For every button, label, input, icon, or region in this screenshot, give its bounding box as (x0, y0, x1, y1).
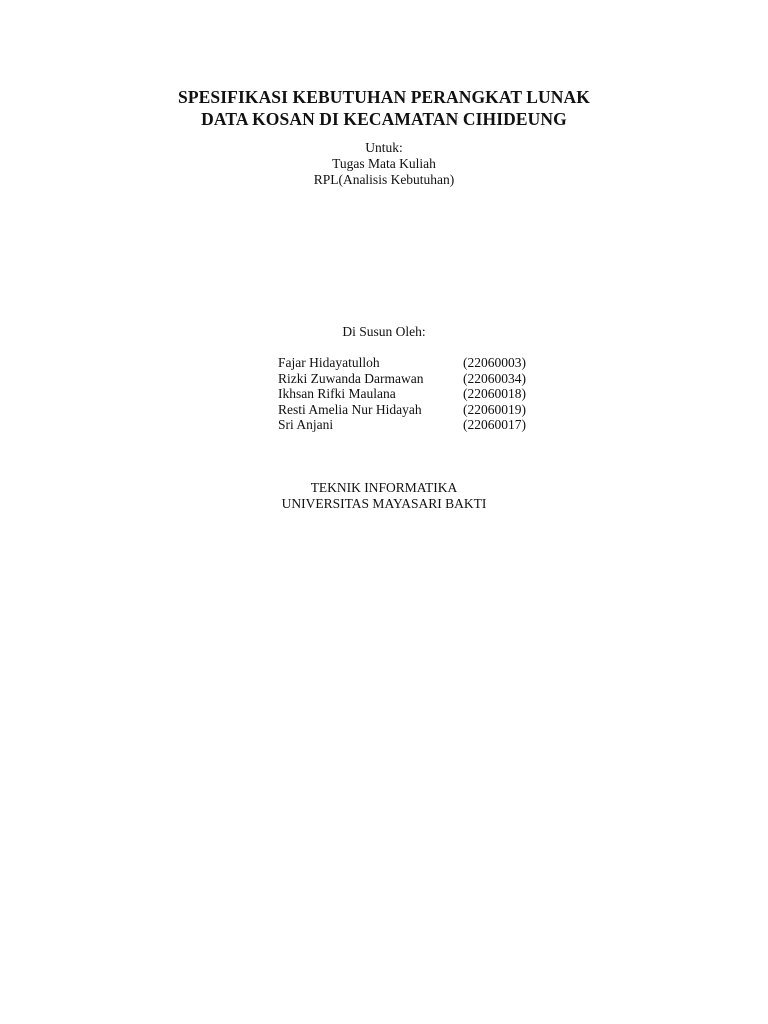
title-line-1: SPESIFIKASI KEBUTUHAN PERANGKAT LUNAK (178, 87, 590, 107)
author-nim: (22060018) (463, 386, 526, 401)
author-row (278, 417, 558, 433)
author-row (278, 371, 558, 387)
institution-block (0, 480, 768, 512)
title-line-2: DATA KOSAN DI KECAMATAN CIHIDEUNG (201, 109, 567, 129)
author-name: Rizki Zuwanda Darmawan (278, 370, 424, 386)
author-nim: (22060019) (463, 401, 526, 417)
author-name: Ikhsan Rifki Maulana (278, 386, 396, 401)
document-title (0, 86, 768, 130)
author-row (278, 386, 558, 402)
author-row (278, 402, 558, 418)
purpose-line-2: RPL(Analisis Kebutuhan) (313, 172, 455, 187)
authors-heading: Di Susun Oleh: (342, 324, 426, 339)
author-row (278, 355, 558, 371)
author-name: Sri Anjani (278, 417, 334, 432)
authors-list (278, 355, 558, 433)
author-nim: (22060017) (463, 417, 526, 432)
department-name: TEKNIK INFORMATIKA (310, 480, 458, 495)
author-nim: (22060003) (463, 355, 526, 370)
purpose-label: Untuk: (365, 140, 403, 155)
university-name: UNIVERSITAS MAYASARI BAKTI (281, 496, 487, 511)
author-name: Resti Amelia Nur Hidayah (278, 401, 422, 417)
purpose-line-1: Tugas Mata Kuliah (332, 156, 436, 171)
author-name: Fajar Hidayatulloh (278, 355, 380, 370)
purpose-block (0, 140, 768, 188)
author-nim: (22060034) (463, 370, 526, 386)
